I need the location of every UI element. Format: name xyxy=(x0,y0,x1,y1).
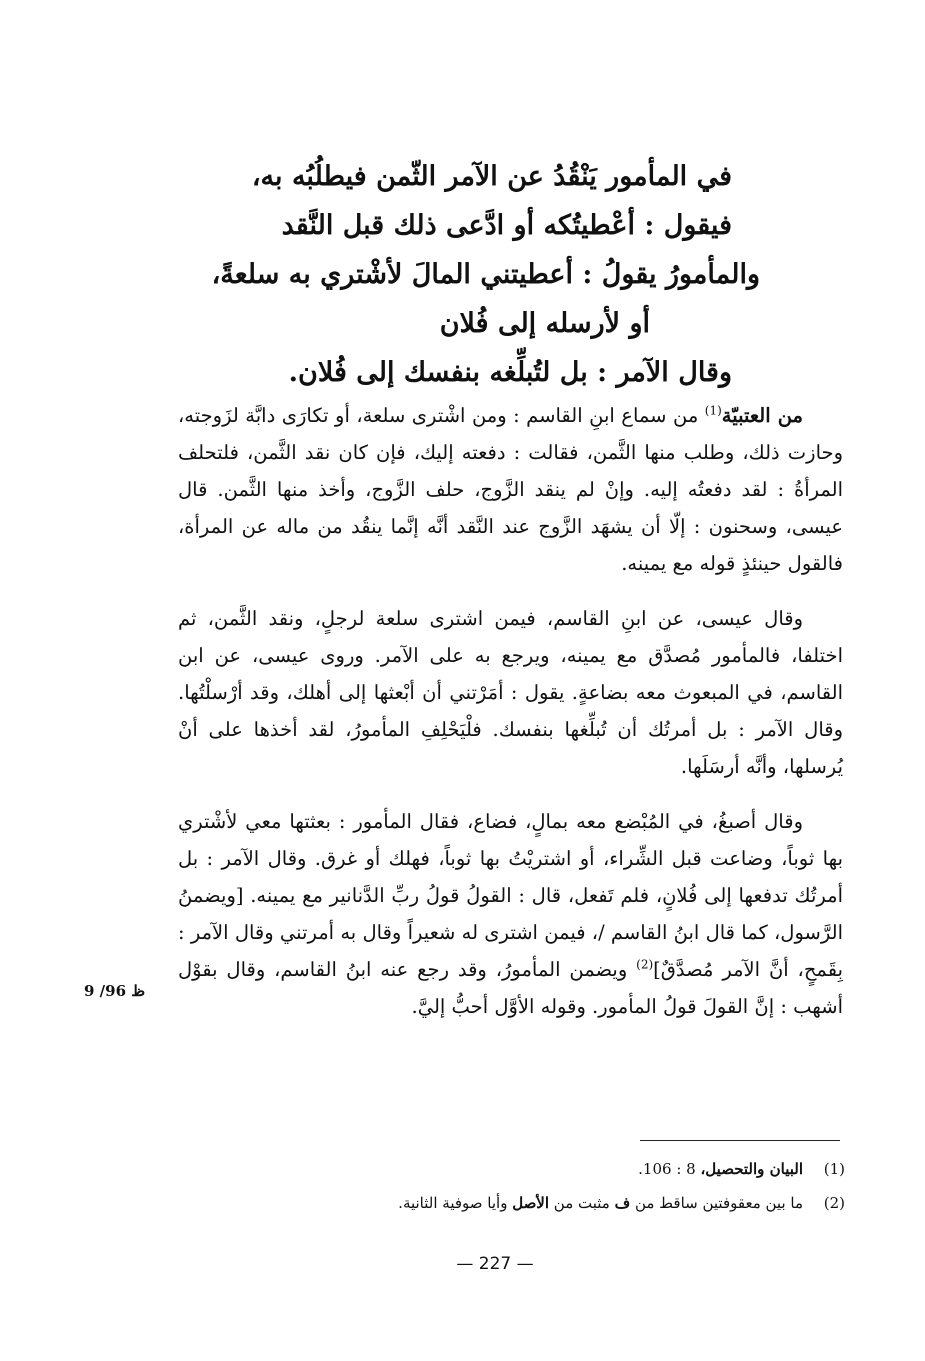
chapter-heading xyxy=(180,152,760,397)
paragraph-1 xyxy=(178,397,843,582)
footnote-2-siglum-f: ف xyxy=(614,1194,631,1212)
heading-line-4: أو لأرسله إلى فُلان xyxy=(439,308,650,339)
paragraph-2 xyxy=(178,600,843,785)
paragraph-3-text: وقال أصبغُ، في المُبْضع معه بمالٍ، فضاع، فقال المأمور : بعثتها معي لأشْتري بها ثوباً، وضاعت قبل الشِّراء، أو اشتريْتُ بها ثوباً، فهلك أو غرق. وقال الآمر : بل أمرتُك تدفعها إلى فُلانٍ، فلم تَفعل، قال : القولُ قولُ ربِّ الدَّنانير مع يمينه. [ويضمنُ الرَّسول، كما قال ابنُ القاسم /، فيمن اشترى له شعيراً وقال به أمرتني وقال الآمر : بِقَمحٍ، أنَّ الآمر مُصدَّقٌ] xyxy=(178,810,843,981)
page-number: — 227 — xyxy=(456,1254,534,1274)
footnote-2 xyxy=(300,1186,845,1220)
footnote-number-2: (2) xyxy=(823,1194,845,1212)
paragraph-3 xyxy=(178,803,843,1025)
footnotes xyxy=(300,1152,845,1220)
footnote-2-siglum-asl: الأصل xyxy=(512,1194,550,1212)
heading-line-3: والمأمورُ يقولُ : أعطيتني المالَ لأشْتري به سلعةً، xyxy=(211,259,760,290)
paragraph-2-text: وقال عيسى، عن ابنِ القاسم، فيمن اشترى سلعة لرجلٍ، ونقد الثَّمن، ثم اختلفا، فالمأمور مُصدَّق مع يمينه، ويرجع به على الآمر. وروى عيسى، عن ابن القاسم، في المبعوث معه بضاعةٍ. يقول : أمَرْتني أن أبْعثها إلى أهلك، وقد أرْسلْتُها. وقال الآمر : بل أمرتُك أن تُبلِّغها بنفسك. فلْيَحْلِفِ المأمورُ، لقد أخذها على أنْ يُرسلها، وأنَّه أرسَلَها. xyxy=(178,607,843,778)
heading-line-2: فيقول : أعْطيتُكه أو ادَّعى ذلك قبل النَّقد xyxy=(281,210,732,241)
footnote-ref-1: (1) xyxy=(704,403,722,418)
main-text xyxy=(178,397,843,1043)
source-title: من العتبيّة xyxy=(721,404,803,427)
heading-line-1: في المأمور يَنْقُدُ عن الآمر الثّمن فيطلُبُه به، xyxy=(251,161,732,192)
footnote-2-mid: مثبت من xyxy=(549,1194,615,1212)
footnote-2-post: وأيا صوفية الثانية. xyxy=(398,1194,513,1212)
footnote-1-text: 8 : 106. xyxy=(638,1160,701,1178)
footnote-2-pre: ما بين معقوفتين ساقط من xyxy=(630,1194,803,1212)
paragraph-1-text: من سماع ابنِ القاسم : ومن اشْترى سلعة، أو تكارَى دابَّة لزَوجته، وحازت ذلك، وطلب منها الثَّمن، فقالت : دفعته إليك، فإن كان نقد الثَّمن، فلتحلف المرأةُ : لقد دفعتُه إليه. وإنْ لم ينقد الزَّوج، حلف الزَّوج، وأخذ منها الثَّمن. قال عيسى، وسحنون : إلّا أن يشهَد الزَّوج عند النَّقد أنَّه إنَّما ينقُد من ماله عن المرأة، فالقول حينئذٍ قوله مع يمينه. xyxy=(178,404,843,575)
footnote-divider xyxy=(640,1140,840,1141)
paragraph-3-tail: ويضمن المأمورُ، وقد رجع عنه ابنُ القاسم، وقال بقوْل أشهب : إنَّ القولَ قولُ المأمور. وقوله الأوَّل أحبُّ إليَّ. xyxy=(178,958,843,1018)
footnote-1 xyxy=(300,1152,845,1186)
manuscript-folio-note: 9 /96 ظ xyxy=(84,982,146,1000)
heading-line-5: وقال الآمر : بل لتُبلِّغه بنفسك إلى فُلان. xyxy=(288,357,732,388)
footnote-ref-2: (2) xyxy=(636,957,654,972)
footnote-number-1: (1) xyxy=(823,1160,845,1178)
footnote-1-source: البيان والتحصيل، xyxy=(700,1160,803,1178)
